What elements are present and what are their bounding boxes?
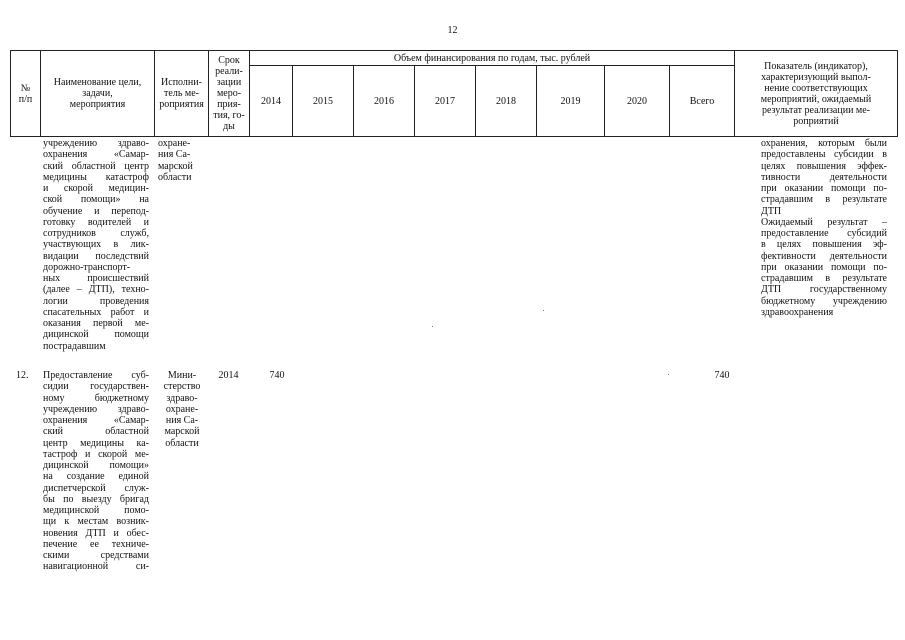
header-year-2014: 2014 xyxy=(250,66,293,137)
header-year-2020: 2020 xyxy=(605,66,670,137)
row-continued-name: учреждению здраво- охранения «Самар- ский областной центр медицины катастроф и скорой медицин- ской помощи» на обучение и перепод- готовку водителей и сотрудников служб, участвующих в лик- видации последствий дорожно-транспорт- ных происшествий (далее – ДТП), техно- логии проведения спасательных работ и оказания первой ме- дицинской помощи пострадавшим xyxy=(43,138,149,352)
header-year-2018: 2018 xyxy=(476,66,537,137)
header-year-2019: 2019 xyxy=(537,66,605,137)
row-12-num: 12. xyxy=(16,370,29,381)
header-executor: Исполни- тель ме- роприятия xyxy=(155,51,209,137)
header-term: Срок реали- зации меро- прия- тия, го- ды xyxy=(209,51,250,137)
scan-speck xyxy=(543,310,544,311)
header-name: Наименование цели, задачи, мероприятия xyxy=(41,51,155,137)
header-total: Всего xyxy=(670,66,735,137)
row-12-total: 740 xyxy=(714,370,730,381)
page-number: 12 xyxy=(447,25,458,36)
row-12-executor: Мини- стерство здраво- охране- ния Са- марской области xyxy=(163,370,201,449)
scan-speck xyxy=(432,326,433,327)
row-12-value-2014: 740 xyxy=(269,370,285,381)
header-funding: Объем финансирования по годам, тыс. рублей xyxy=(250,51,735,66)
row-continued-indicator: охранения, которым были предоставлены субсидии в целях повышения эффек- тивности деятельности при оказании помощи по- страдавшим в результате ДТП Ожидаемый результат – предоставление субсидий в целях повышения эф- фективности деятельности при оказании помощи по- страдавшим в результате ДТП государственному бюджетному учреждению здравоохранения xyxy=(761,138,887,318)
row-12-term: 2014 xyxy=(218,370,239,381)
row-12-name: Предоставление суб- сидии государствен- ному бюджетному учреждению здраво- охранения «Самар- ский областной центр медицины ка- тастроф и скорой ме- дицинской помощи» на создание единой диспетчерской служ- бы по выезду бригад медицинской помо- щи к местам возник- новения ДТП и обес- печение ее техниче- скими средствами навигационной си- xyxy=(43,370,149,573)
header-num: № п/п xyxy=(11,51,41,137)
scan-speck xyxy=(668,374,669,375)
header-year-2015: 2015 xyxy=(293,66,354,137)
header-year-2017: 2017 xyxy=(415,66,476,137)
table-header xyxy=(10,50,898,137)
header-indicator: Показатель (индикатор), характеризующий выпол- нение соответствующих мероприятий, ожидаемый результат реализации ме- роприятий xyxy=(735,51,898,137)
row-continued-executor: охране- ния Са- марской области xyxy=(158,138,193,183)
header-year-2016: 2016 xyxy=(354,66,415,137)
